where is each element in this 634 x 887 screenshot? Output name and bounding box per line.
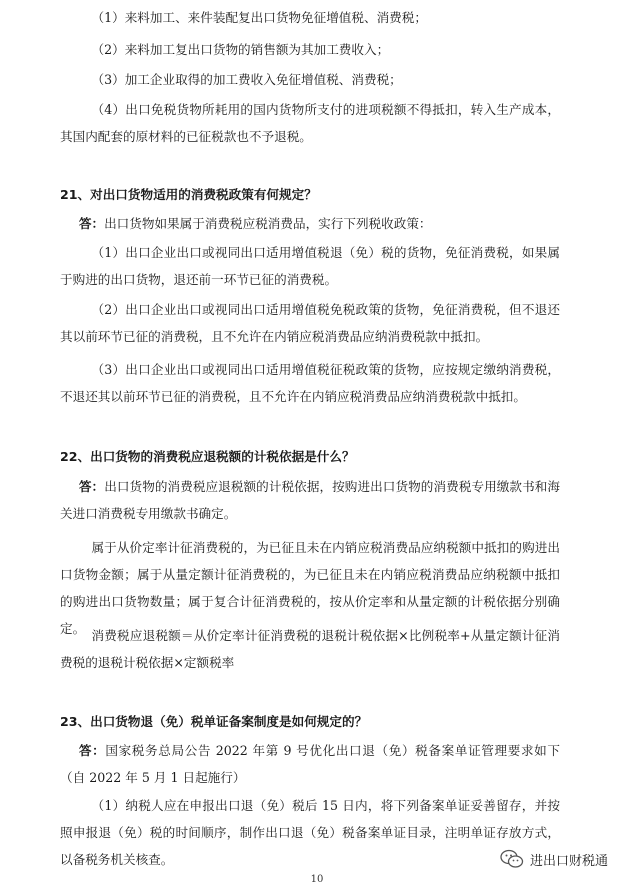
page-number: 10 [310,874,324,885]
question-23-answer [60,737,560,791]
question-22-title: 22、出口货物的消费税应退税额的计税依据是什么？ [60,449,355,464]
question-21-title: 21、对出口货物适用的消费税政策有何规定？ [60,187,317,202]
question-23-title: 23、出口货物退（免）税单证备案制度是如何规定的？ [60,714,368,729]
wechat-icon [500,849,524,869]
answer-label: 答： [78,479,105,494]
intro-item-3: （3）加工企业取得的加工费收入免征增值税、消费税； [91,72,402,87]
answer-text: 国家税务总局公告 2022 年第 9 号优化出口退（免）税备案单证管理要求如下（自 2022 年 5 月 1 日起施行） [60,743,561,785]
intro-item-2: （2）来料加工复出口货物的销售额为其加工费收入； [91,42,390,57]
question-21-answer [60,210,560,237]
question-21-item-3: （3）出口企业出口或视同出口适用增值税征税政策的货物，应按规定缴纳消费税，不退还其以前环节已征的消费税，且不允许在内销应税消费品应纳消费税款中抵扣。 [60,362,560,404]
intro-item-4: （4）出口免税货物所耗用的国内货物所支付的进项税额不得抵扣，转入生产成本，其国内配套的原材料的已征税款也不予退税。 [60,102,560,144]
answer-label: 答： [78,743,106,758]
question-21-item-2: （2）出口企业出口或视同出口适用增值税免税政策的货物，免征消费税，但不退还其以前环节已征的消费税，且不允许在内销应税消费品应纳消费税款中抵扣。 [60,302,560,344]
question-22-answer [60,473,560,527]
watermark-text: 进出口财税通 [530,853,609,869]
question-22-paragraph-2: 消费税应退税额＝从价定率计征消费税的退税计税依据×比例税率+从量定额计征消费税的退税计税依据×定额税率 [60,628,560,670]
answer-text: 出口货物如果属于消费税应税消费品，实行下列税收政策： [104,216,432,231]
answer-text: 出口货物的消费税应退税额的计税依据，按购进出口货物的消费税专用缴款书和海关进口消费税专用缴款书确定。 [60,479,561,521]
intro-item-1: （1）来料加工、来件装配复出口货物免征增值税、消费税； [91,10,427,25]
question-22-paragraph-1: 属于从价定率计征消费税的，为已征且未在内销应税消费品应纳税额中抵扣的购进出口货物金额；属于从量定额计征消费税的，为已征且未在内销应税消费品应纳税额中抵扣的购进出口货物数量；属于复合计征消费税的，按从价定率和从量定额的计税依据分别确定。 [60,540,560,636]
question-23-item-1: （1）纳税人应在申报出口退（免）税后 15 日内，将下列备案单证妥善留存，并按照申报退（免）税的时间顺序，制作出口退（免）税备案单证目录，注明单证存放方式，以备税务机关核查。 [60,798,560,867]
watermark [500,848,608,870]
answer-label: 答： [78,216,105,231]
question-21-item-1: （1）出口企业出口或视同出口适用增值税退（免）税的货物，免征消费税，如果属于购进的出口货物，退还前一环节已征的消费税。 [60,245,560,287]
